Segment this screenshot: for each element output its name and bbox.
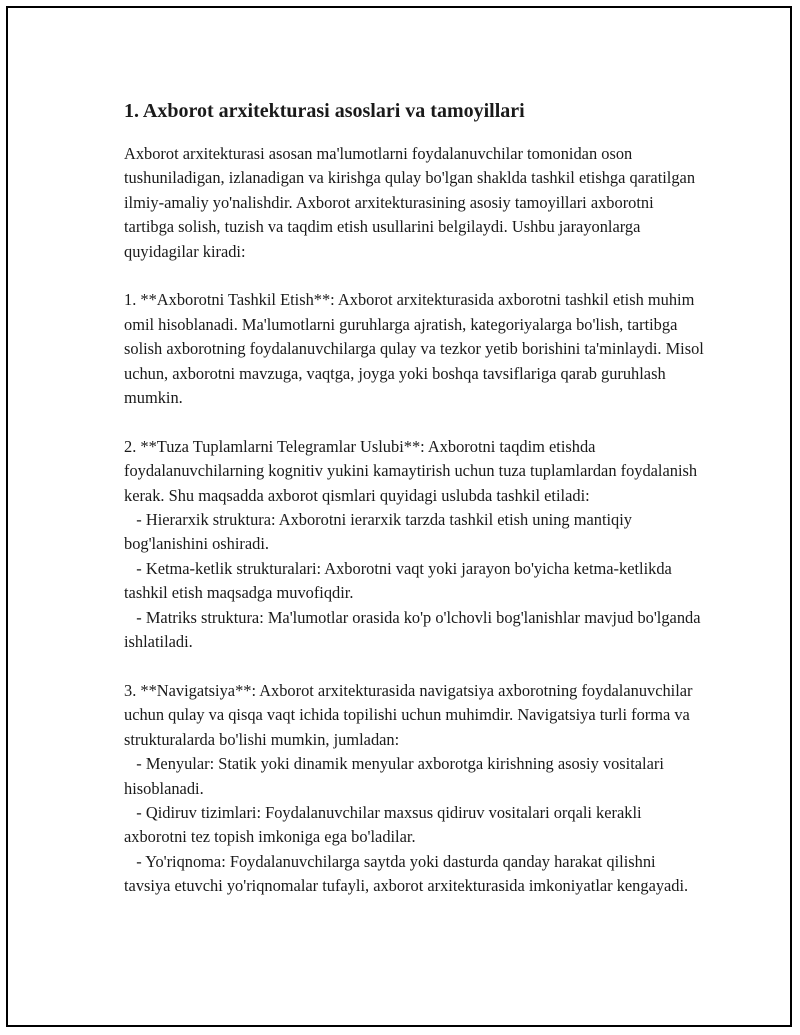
section-3-intro: 3. **Navigatsiya**: Axborot arxitekturasida navigatsiya axborotning foydalanuvchilar uchun qulay va qisqa vaqt ichida topilishi uchun muhimdir. Navigatsiya turli forma va strukturalarda bo'lishi mumkin, jumladan:	[124, 680, 693, 749]
list-item: - Menyular: Statik yoki dinamik menyular axborotga kirishning asosiy vositalari hisoblanadi.	[124, 754, 664, 798]
section-3	[124, 679, 704, 899]
list-item: - Ketma-ketlik strukturalari: Axborotni vaqt yoki jarayon bo'yicha ketma-ketlikda tashkil etish maqsadga muvofiqdir.	[124, 558, 672, 603]
list-item: - Hierarxik struktura: Axborotni ierarxik tarzda tashkil etish uning mantiqiy bog'lanishini oshiradi.	[124, 510, 632, 554]
list-item: - Matriks struktura: Ma'lumotlar orasida ko'p o'lchovli bog'lanishlar mavjud bo'lganda ishlatiladi.	[124, 607, 701, 652]
document-body	[124, 98, 704, 899]
list-item: - Yo'riqnoma: Foydalanuvchilarga saytda yoki dasturda qanday harakat qilishni tavsiya etuvchi yo'riqnomalar tufayli, axborot arxitekturasida imkoniyatlar kengayadi.	[124, 851, 689, 896]
intro-paragraph: Axborot arxitekturasi asosan ma'lumotlarni foydalanuvchilar tomonidan oson tushuniladigan, izlanadigan va kirishga qulay bo'lgan shaklda tashkil etishga qaratilgan ilmiy-amaliy yo'nalishdir. Axborot arxitekturasining asosiy tamoyillari axborotni tartibga solish, tuzish va taqdim etish usullarini belgilaydi. Ushbu jarayonlarga quyidagilar kiradi:	[124, 144, 696, 261]
page-frame	[6, 6, 792, 1027]
list-item: - Qidiruv tizimlari: Foydalanuvchilar maxsus qidiruv vositalari orqali kerakli axborotni tez topish imkoniga ega bo'ladilar.	[124, 802, 642, 847]
section-1-paragraph: 1. **Axborotni Tashkil Etish**: Axborot arxitekturasida axborotni tashkil etish muhim omil hisoblanadi. Ma'lumotlarni guruhlarga ajratish, kategoriyalarga bo'lish, tartibga solish axborotning foydalanuvchilarga qulay va tezkor yetib borishini ta'minlaydi. Misol uchun, axborotni mavzuga, vaqtga, joyga yoki boshqa tavsiflariga qarab guruhlash mumkin.	[124, 290, 704, 408]
section-2	[124, 435, 704, 655]
section-2-intro: 2. **Tuza Tuplamlarni Telegramlar Uslubi**: Axborotni taqdim etishda foydalanuvchilarning kognitiv yukini kamaytirish uchun tuza tuplamlardan foydalanish kerak. Shu maqsadda axborot qismlari quyidagi uslubda tashkil etiladi:	[124, 436, 698, 505]
section-heading: 1. Axborot arxitekturasi asoslari va tamoyillari	[124, 100, 525, 122]
